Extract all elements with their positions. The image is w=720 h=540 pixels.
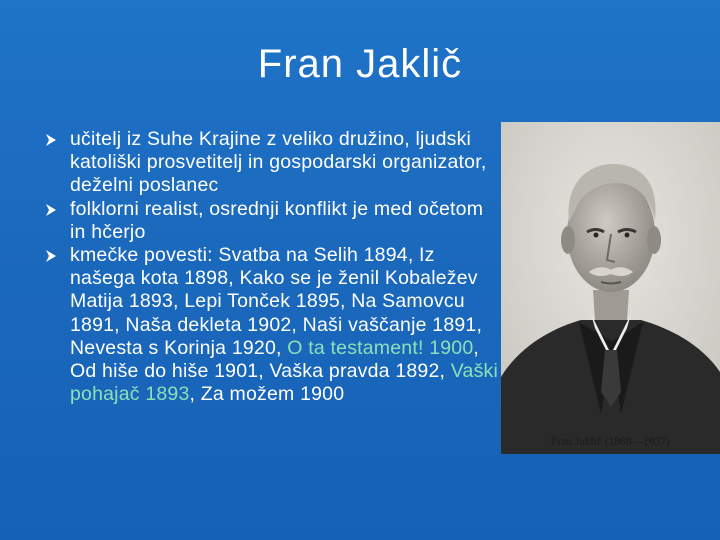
portrait-photo bbox=[501, 122, 720, 454]
work-link[interactable]: Vaški pohajač 1893 bbox=[70, 360, 499, 406]
bullet-text: kmečke povesti: Svatba na Selih 1894, Iz našega kota 1898, Kako se je ženil Kobaležev Matija 1893, Lepi Tonček 1895, Na Samovcu 1891, Naša dekleta 1902, Naši vaščanje 1891, Nevesta s Korinja 1920, bbox=[70, 244, 483, 359]
photo-caption: Fran Jaklič (1868—1937) bbox=[551, 436, 670, 448]
bullet-item bbox=[44, 244, 504, 406]
bullet-text: učitelj iz Suhe Krajine z veliko družino, ljudski katoliški prosvetitelj in gospodarski organizator, deželni poslanec bbox=[70, 128, 487, 197]
slide-title: Fran Jaklič bbox=[257, 42, 463, 86]
work-link[interactable]: O ta testament! 1900 bbox=[287, 336, 474, 359]
bullet-text: , Od hiše do hiše 1901, Vaška pravda 1892, bbox=[70, 336, 479, 383]
bullet-text: folklorni realist, osrednji konflikt je med očetom in hčerjo bbox=[70, 197, 484, 243]
arrow-bullet-icon bbox=[44, 130, 58, 150]
bullet-list bbox=[44, 128, 504, 406]
portrait-illustration bbox=[501, 122, 720, 454]
arrow-bullet-icon bbox=[44, 200, 58, 220]
arrow-bullet-icon bbox=[44, 246, 58, 266]
bullet-item bbox=[44, 128, 504, 198]
bullet-text: , Za možem 1900 bbox=[189, 383, 345, 406]
bullet-item bbox=[44, 198, 504, 244]
